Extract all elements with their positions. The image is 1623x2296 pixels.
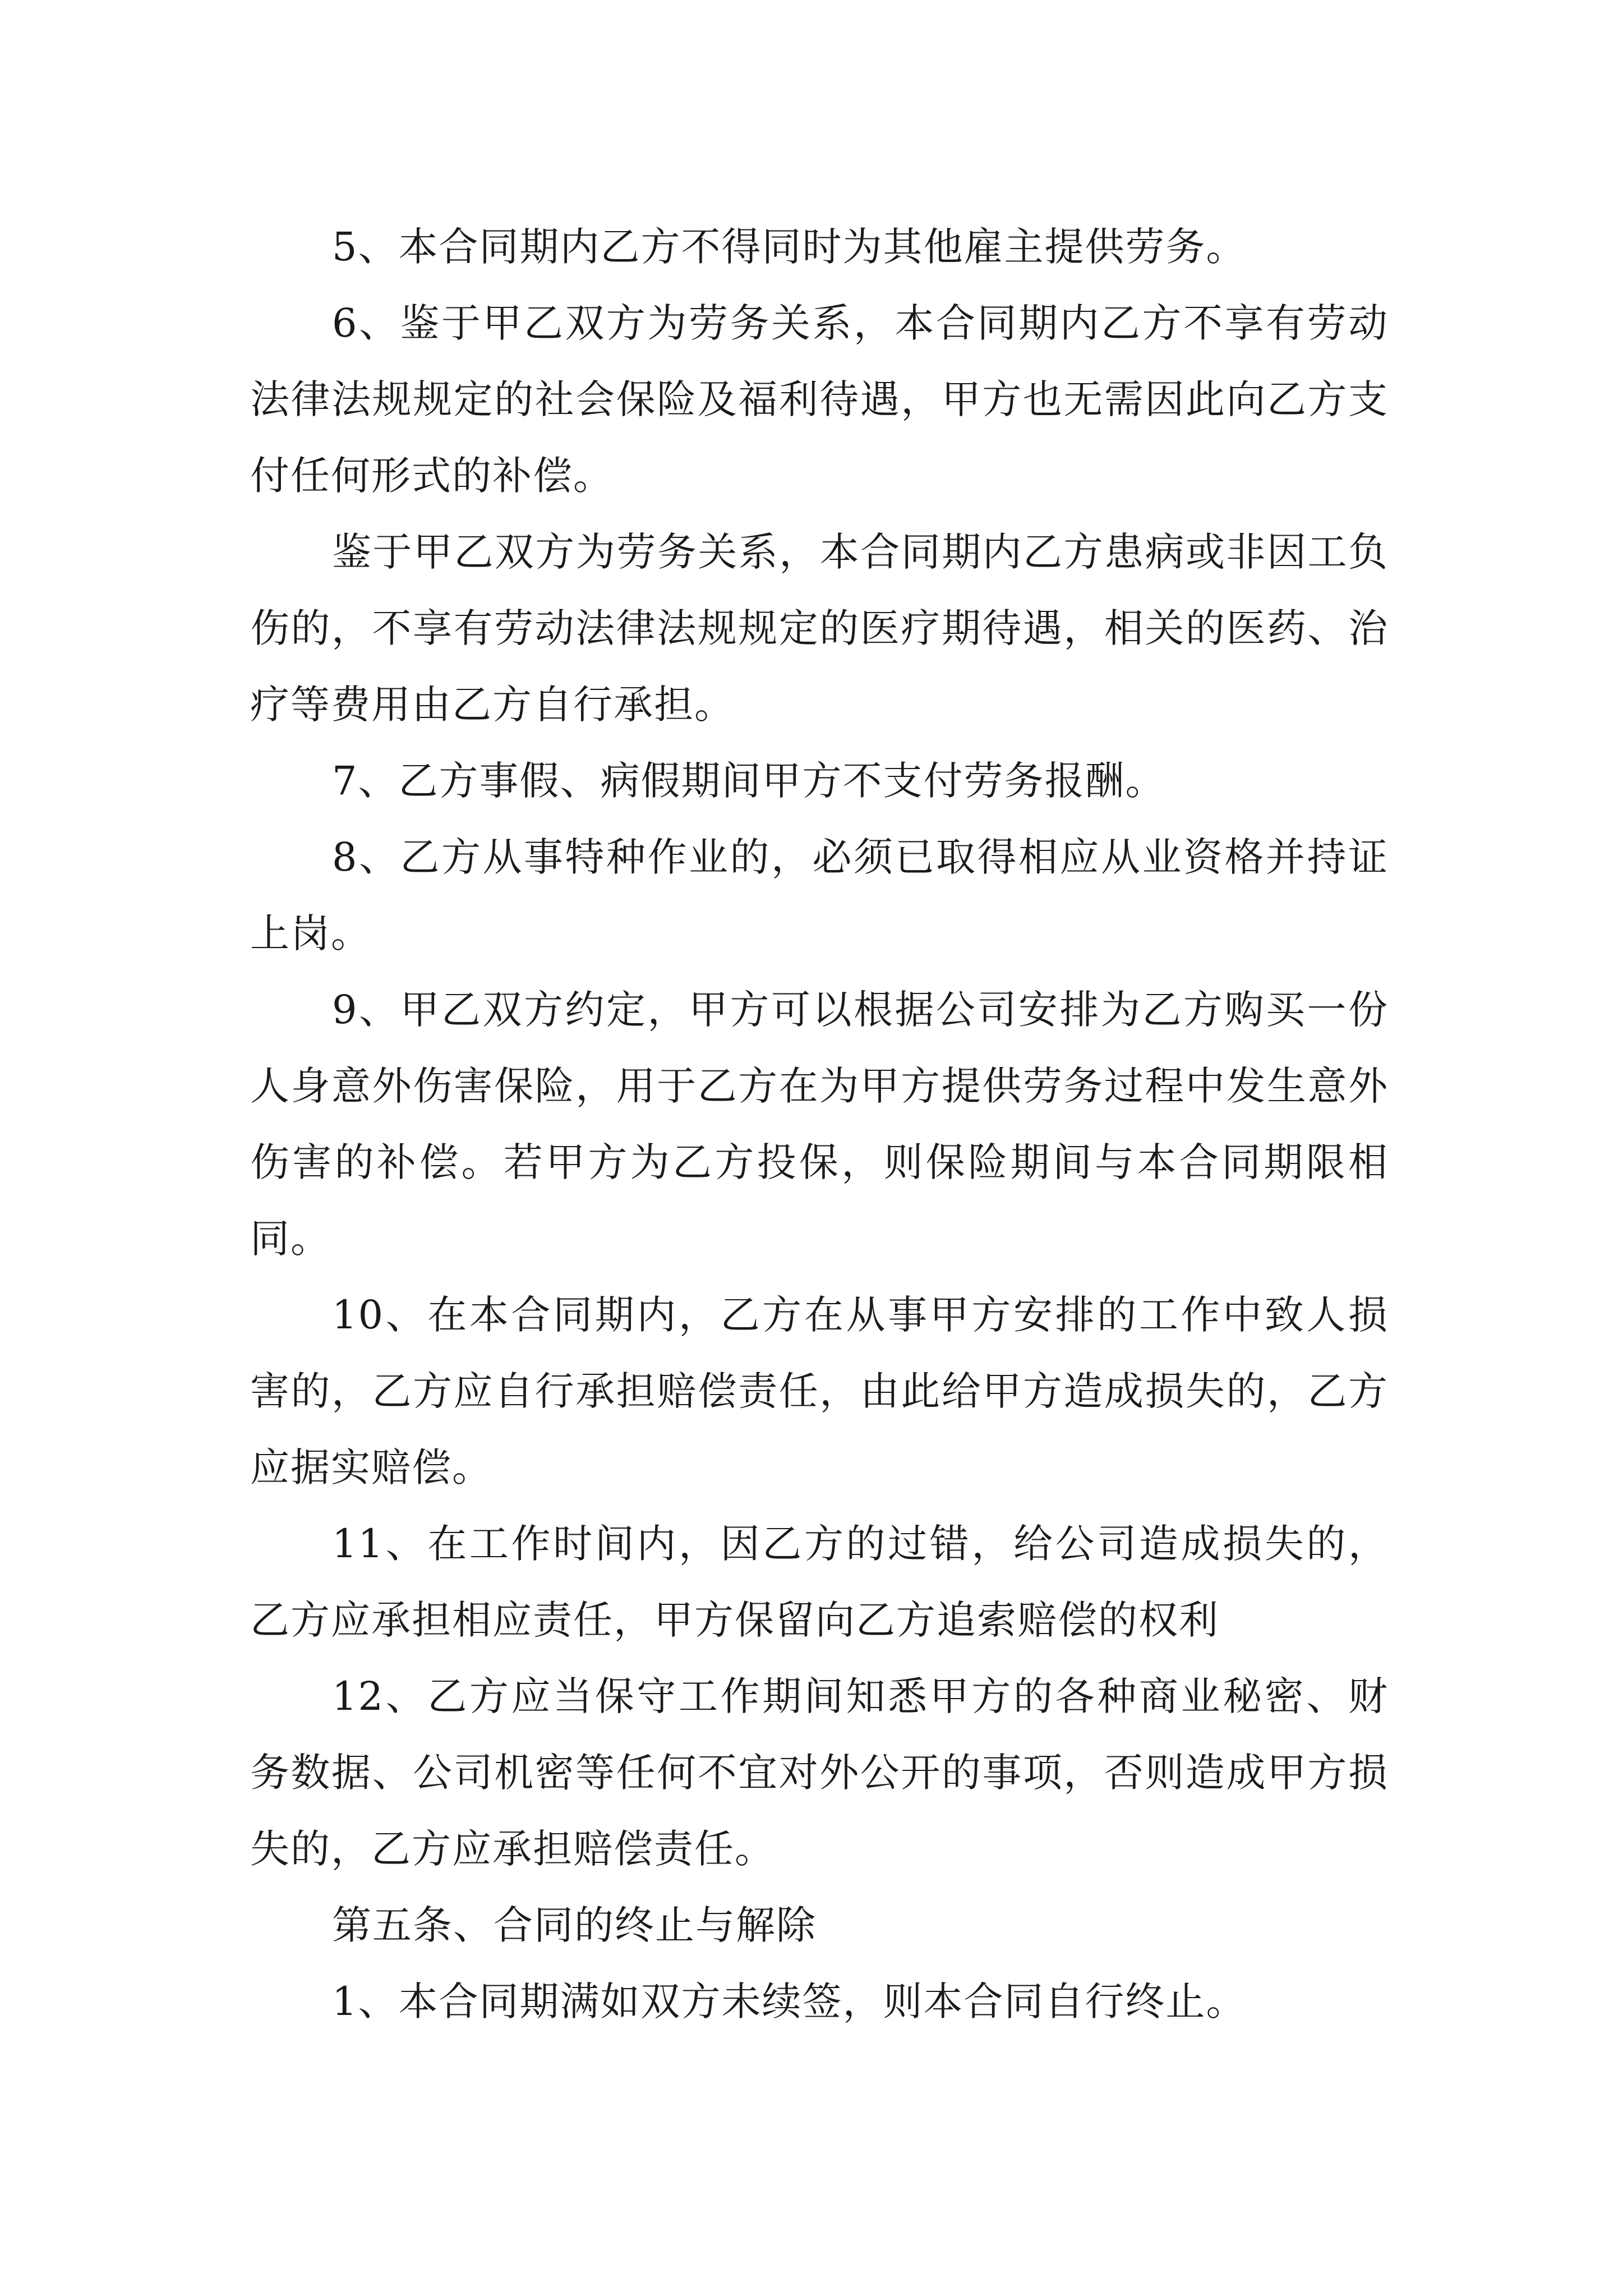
document-body — [250, 209, 1389, 2040]
clause-5: 5、本合同期内乙方不得同时为其他雇主提供劳务。 — [332, 224, 1247, 270]
clause-6: 6、鉴于甲乙双方为劳务关系，本合同期内乙方不享有劳动法律法规规定的社会保险及福利待遇，甲方也无需因此向乙方支付任何形式的补偿。 — [250, 300, 1389, 499]
clause-12: 12、乙方应当保守工作期间知悉甲方的各种商业秘密、财务数据、公司机密等任何不宜对外公开的事项，否则造成甲方损失的，乙方应承担赔偿责任。 — [250, 1673, 1389, 1872]
clause-8: 8、乙方从事特种作业的，必须已取得相应从业资格并持证上岗。 — [250, 834, 1389, 956]
clause-11: 11、在工作时间内，因乙方的过错，给公司造成损失的，乙方应承担相应责任，甲方保留向乙方追索赔偿的权利 — [250, 1521, 1389, 1643]
article-5-heading: 第五条、合同的终止与解除 — [332, 1902, 817, 1948]
clause-6-supplement: 鉴于甲乙双方为劳务关系，本合同期内乙方患病或非因工负伤的，不享有劳动法律法规规定的医疗期待遇，相关的医药、治疗等费用由乙方自行承担。 — [250, 529, 1389, 728]
clause-7: 7、乙方事假、病假期间甲方不支付劳务报酬。 — [332, 758, 1166, 804]
article-5-clause-1: 1、本合同期满如双方未续签，则本合同自行终止。 — [332, 1978, 1247, 2024]
clause-9: 9、甲乙双方约定，甲方可以根据公司安排为乙方购买一份人身意外伤害保险，用于乙方在为甲方提供劳务过程中发生意外伤害的补偿。若甲方为乙方投保，则保险期间与本合同期限相同。 — [250, 987, 1389, 1262]
clause-10: 10、在本合同期内，乙方在从事甲方安排的工作中致人损害的，乙方应自行承担赔偿责任，由此给甲方造成损失的，乙方应据实赔偿。 — [250, 1292, 1389, 1490]
